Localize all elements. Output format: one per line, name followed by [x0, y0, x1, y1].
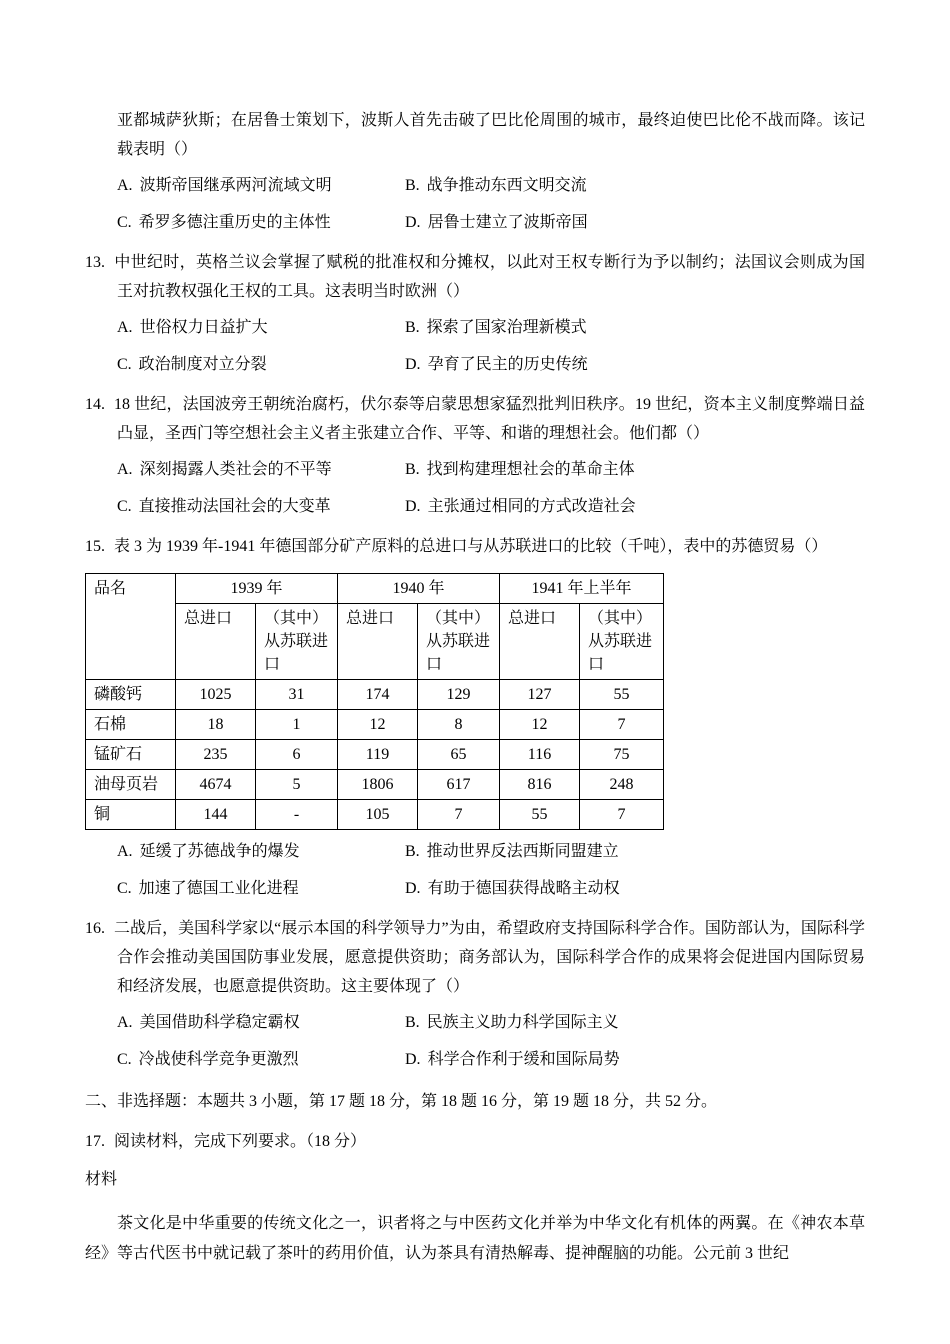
option-text: 加速了德国工业化进程 — [138, 880, 299, 897]
option-label: D. — [405, 880, 421, 897]
question-number: 15. — [85, 538, 105, 555]
table-corner-cell: 品名 — [86, 574, 176, 680]
question-text: 二战后，美国科学家以“展示本国的科学领导力”为由，希望政府支持国际科学合作。国防部认为，国际科学合作会推动美国国防事业发展，愿意提供资助；商务部认为，国际科学合作的成果将会促进国内国际贸易和经济发展，也愿意提供资助。这主要体现了（） — [114, 920, 865, 995]
option-label: D. — [405, 356, 421, 373]
row-name: 锰矿石 — [86, 740, 176, 770]
option-label: A. — [117, 177, 133, 194]
option-text: 世俗权力日益扩大 — [139, 319, 268, 336]
option-a — [117, 837, 405, 866]
option-b — [405, 171, 865, 200]
cell: 116 — [500, 740, 580, 770]
question-text: 18 世纪，法国波旁王朝统治腐朽，伏尔泰等启蒙思想家猛烈批判旧秩序。19 世纪，资本主义制度弊端日益凸显，圣西门等空想社会主义者主张建立合作、平等、和谐的理想社会。他们都（） — [114, 396, 865, 442]
cell: 617 — [418, 770, 500, 800]
option-text: 主张通过相同的方式改造社会 — [427, 498, 636, 515]
cell: 12 — [338, 710, 418, 740]
table-row — [86, 770, 664, 800]
question-number: 17. — [85, 1133, 105, 1150]
option-a — [117, 171, 405, 200]
cell: 7 — [580, 800, 664, 830]
question-12-options — [85, 171, 865, 237]
question-15-stem — [85, 532, 865, 561]
option-label: D. — [405, 214, 421, 231]
year-header-1941: 1941 年上半年 — [500, 574, 664, 604]
cell: 1 — [256, 710, 338, 740]
option-label: C. — [117, 498, 132, 515]
question-14 — [85, 390, 865, 521]
option-label: A. — [117, 461, 133, 478]
question-number: 13. — [85, 254, 105, 271]
subheader-ussr: （其中）从苏联进口 — [256, 604, 338, 680]
cell: 248 — [580, 770, 664, 800]
cell: 31 — [256, 680, 338, 710]
option-c — [117, 1045, 405, 1074]
option-d — [405, 208, 865, 237]
option-label: C. — [117, 880, 132, 897]
question-17-heading — [85, 1127, 865, 1156]
cell: 235 — [176, 740, 256, 770]
material-label: 材料 — [85, 1171, 118, 1188]
question-15 — [85, 532, 865, 903]
option-d — [405, 350, 865, 379]
option-label: C. — [117, 356, 132, 373]
cell: 816 — [500, 770, 580, 800]
option-label: C. — [117, 1051, 132, 1068]
question-16-stem — [85, 914, 865, 1001]
subheader-total: 总进口 — [500, 604, 580, 680]
option-text: 居鲁士建立了波斯帝国 — [427, 214, 588, 231]
option-d — [405, 1045, 865, 1074]
subheader-total: 总进口 — [176, 604, 256, 680]
question-15-options — [85, 837, 865, 903]
option-label: B. — [405, 1014, 420, 1031]
option-text: 孕育了民主的历史传统 — [427, 356, 588, 373]
question-13 — [85, 248, 865, 379]
option-text: 战争推动东西文明交流 — [426, 177, 587, 194]
option-label: C. — [117, 214, 132, 231]
cell: 6 — [256, 740, 338, 770]
option-label: B. — [405, 843, 420, 860]
option-c — [117, 208, 405, 237]
cell: 4674 — [176, 770, 256, 800]
table-header-row-years — [86, 574, 664, 604]
option-text: 有助于德国获得战略主动权 — [427, 880, 620, 897]
option-b — [405, 837, 865, 866]
option-label: B. — [405, 177, 420, 194]
option-b — [405, 455, 865, 484]
option-c — [117, 874, 405, 903]
option-label: A. — [117, 1014, 133, 1031]
row-name: 磷酸钙 — [86, 680, 176, 710]
cell: - — [256, 800, 338, 830]
option-d — [405, 492, 865, 521]
table-row — [86, 740, 664, 770]
option-label: A. — [117, 319, 133, 336]
imports-table — [85, 573, 664, 830]
option-text: 冷战使科学竞争更激烈 — [138, 1051, 299, 1068]
cell: 129 — [418, 680, 500, 710]
option-text: 希罗多德注重历史的主体性 — [138, 214, 331, 231]
question-12-continuation — [85, 106, 865, 237]
option-text: 延缓了苏德战争的爆发 — [139, 843, 300, 860]
cell: 55 — [580, 680, 664, 710]
row-name: 铜 — [86, 800, 176, 830]
option-text: 波斯帝国继承两河流域文明 — [139, 177, 332, 194]
year-header-1939: 1939 年 — [176, 574, 338, 604]
cell: 119 — [338, 740, 418, 770]
option-label: A. — [117, 843, 133, 860]
cell: 18 — [176, 710, 256, 740]
question-text: 阅读材料，完成下列要求。（18 分） — [114, 1133, 367, 1150]
table-row — [86, 710, 664, 740]
option-a — [117, 313, 405, 342]
option-text: 直接推动法国社会的大变革 — [138, 498, 331, 515]
option-text: 美国借助科学稳定霸权 — [139, 1014, 300, 1031]
option-label: B. — [405, 461, 420, 478]
cell: 144 — [176, 800, 256, 830]
option-text: 深刻揭露人类社会的不平等 — [139, 461, 332, 478]
cell: 65 — [418, 740, 500, 770]
option-text: 民族主义助力科学国际主义 — [426, 1014, 619, 1031]
option-text: 推动世界反法西斯同盟建立 — [426, 843, 619, 860]
option-text: 找到构建理想社会的革命主体 — [426, 461, 635, 478]
option-c — [117, 492, 405, 521]
question-16-options — [85, 1008, 865, 1074]
option-text: 政治制度对立分裂 — [138, 356, 267, 373]
cell: 7 — [418, 800, 500, 830]
question-14-stem — [85, 390, 865, 448]
cell: 5 — [256, 770, 338, 800]
option-text: 探索了国家治理新模式 — [426, 319, 587, 336]
cell: 8 — [418, 710, 500, 740]
cell: 55 — [500, 800, 580, 830]
cell: 127 — [500, 680, 580, 710]
question-text: 表 3 为 1939 年-1941 年德国部分矿产原料的总进口与从苏联进口的比较（千吨），表中的苏德贸易（） — [114, 538, 828, 555]
table-row — [86, 680, 664, 710]
option-b — [405, 1008, 865, 1037]
question-14-options — [85, 455, 865, 521]
question-13-stem — [85, 248, 865, 306]
option-b — [405, 313, 865, 342]
option-a — [117, 1008, 405, 1037]
option-label: B. — [405, 319, 420, 336]
option-text: 科学合作利于缓和国际局势 — [427, 1051, 620, 1068]
cell: 75 — [580, 740, 664, 770]
cell: 1025 — [176, 680, 256, 710]
option-d — [405, 874, 865, 903]
option-label: D. — [405, 498, 421, 515]
subheader-ussr: （其中）从苏联进口 — [580, 604, 664, 680]
option-c — [117, 350, 405, 379]
question-16 — [85, 914, 865, 1074]
question-text: 中世纪时，英格兰议会掌握了赋税的批准权和分摊权，以此对王权专断行为予以制约；法国议会则成为国王对抗教权强化王权的工具。这表明当时欧洲（） — [114, 254, 865, 300]
subheader-ussr: （其中）从苏联进口 — [418, 604, 500, 680]
section-2-heading: 二、非选择题：本题共 3 小题，第 17 题 18 分，第 18 题 16 分，第 19 题 18 分，共 52 分。 — [85, 1093, 718, 1110]
option-a — [117, 455, 405, 484]
cell: 1806 — [338, 770, 418, 800]
question-number: 14. — [85, 396, 105, 413]
year-header-1940: 1940 年 — [338, 574, 500, 604]
row-name: 油母页岩 — [86, 770, 176, 800]
cell: 12 — [500, 710, 580, 740]
question-13-options — [85, 313, 865, 379]
cell: 7 — [580, 710, 664, 740]
option-label: D. — [405, 1051, 421, 1068]
material-paragraph: 茶文化是中华重要的传统文化之一，识者将之与中医药文化并举为中华文化有机体的两翼。在《神农本草经》等古代医书中就记载了茶叶的药用价值，认为茶具有清热解毒、提神醒脑的功能。公元前 3 世纪 — [85, 1215, 865, 1262]
table-row — [86, 800, 664, 830]
question-number: 16. — [85, 920, 105, 937]
cell: 105 — [338, 800, 418, 830]
subheader-total: 总进口 — [338, 604, 418, 680]
row-name: 石棉 — [86, 710, 176, 740]
question-12-stem: 亚都城萨狄斯；在居鲁士策划下，波斯人首先击破了巴比伦周围的城市，最终迫使巴比伦不战而降。该记载表明（） — [117, 112, 865, 158]
cell: 174 — [338, 680, 418, 710]
